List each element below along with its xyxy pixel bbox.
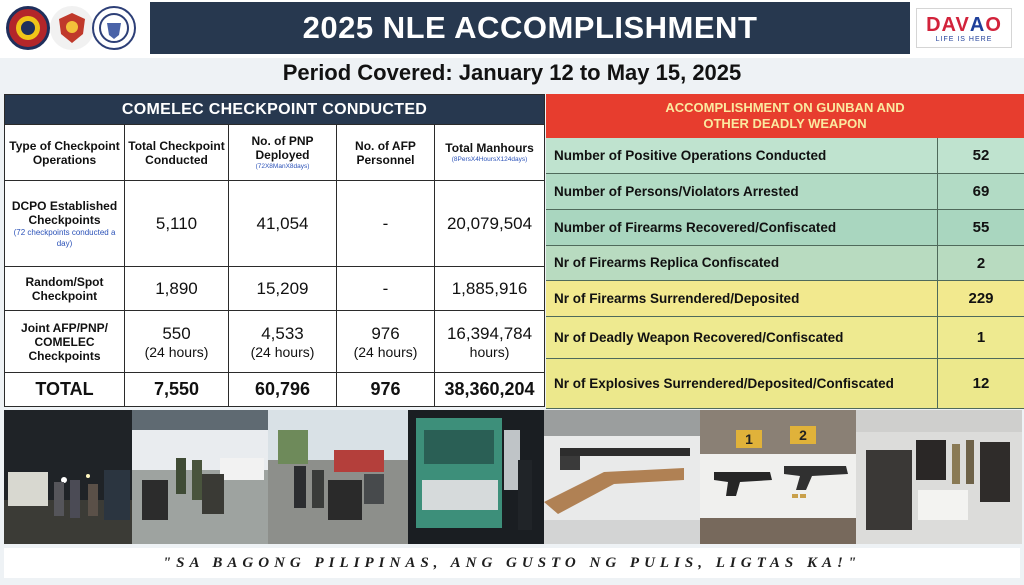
list-item <box>546 138 1024 174</box>
slogan-text: "SA BAGONG PILIPINAS, ANG GUSTO NG PULIS, LIGTAS KA!" <box>162 554 862 571</box>
header <box>0 0 1024 58</box>
item-label: Nr of Firearms Replica Confiscated <box>546 246 938 280</box>
column-header-manhours: Total Manhours (8PersX4HoursX124days) <box>435 125 545 181</box>
pnp-seal-logo <box>6 6 50 50</box>
item-label: Number of Positive Operations Conducted <box>546 138 938 173</box>
table-row <box>5 311 545 373</box>
cell-afp: - <box>337 267 435 311</box>
brand-wordmark: DAVAO <box>926 13 1002 36</box>
column-header-type: Type of Checkpoint Operations <box>5 125 125 181</box>
cell-total: 5,110 <box>125 181 229 267</box>
list-item <box>546 317 1024 359</box>
checkpoint-road-photo <box>132 410 268 544</box>
accomplishment-title <box>546 94 1024 138</box>
item-label: Number of Firearms Recovered/Confiscated <box>546 210 938 245</box>
list-item <box>546 174 1024 210</box>
cell-pnp: 15,209 <box>229 267 337 311</box>
item-value: 229 <box>968 290 994 307</box>
cell-afp: - <box>337 181 435 267</box>
total-pnp: 60,796 <box>229 373 337 407</box>
total-checkpoints: 7,550 <box>125 373 229 407</box>
total-label: TOTAL <box>5 373 125 407</box>
item-label: Nr of Explosives Surrendered/Deposited/Confiscated <box>546 359 938 408</box>
evidence-tag-1: 1 <box>745 431 753 447</box>
page-title: 2025 NLE ACCOMPLISHMENT <box>302 10 758 45</box>
item-label: Number of Persons/Violators Arrested <box>546 174 938 209</box>
column-header-afp: No. of AFP Personnel <box>337 125 435 181</box>
total-afp: 976 <box>337 373 435 407</box>
cell-afp: 976 (24 hours) <box>337 311 435 373</box>
evidence-tag-2: 2 <box>799 427 807 443</box>
cell-pnp: 41,054 <box>229 181 337 267</box>
column-header-pnp: No. of PNP Deployed (72X8ManX8days) <box>229 125 337 181</box>
row-label: DCPO Established Checkpoints (72 checkpoints conducted a day) <box>5 181 125 267</box>
item-value: 69 <box>972 183 990 200</box>
list-item <box>546 246 1024 281</box>
item-value: 2 <box>976 254 986 272</box>
total-manhours: 38,360,204 <box>435 373 545 407</box>
table-row <box>5 267 545 311</box>
cell-total: 1,890 <box>125 267 229 311</box>
davao-city-police-logo <box>92 6 136 50</box>
cell-pnp: 4,533 (24 hours) <box>229 311 337 373</box>
total-row <box>5 373 545 407</box>
truck-inspection-photo <box>408 410 544 544</box>
police-regional-office-logo <box>50 6 94 50</box>
checkpoint-table <box>4 94 545 407</box>
confiscated-explosives-photo <box>856 410 1022 544</box>
row-label: Joint AFP/PNP/ COMELEC Checkpoints <box>5 311 125 373</box>
cell-manhours: 1,885,916 <box>435 267 545 311</box>
list-item <box>546 210 1024 246</box>
item-value: 52 <box>972 147 990 164</box>
item-label: Nr of Firearms Surrendered/Deposited <box>546 281 938 316</box>
column-header-total: Total Checkpoint Conducted <box>125 125 229 181</box>
list-item <box>546 281 1024 317</box>
item-value: 12 <box>972 375 990 392</box>
row-label: Random/Spot Checkpoint <box>5 267 125 311</box>
confiscated-shotgun-photo <box>544 410 700 544</box>
item-value: 1 <box>976 329 986 346</box>
cell-total: 550 (24 hours) <box>125 311 229 373</box>
list-item <box>546 359 1024 409</box>
cell-manhours: 20,079,504 <box>435 181 545 267</box>
footer-slogan <box>4 548 1020 578</box>
accomplishment-title-line1: ACCOMPLISHMENT ON GUNBAN AND <box>665 100 905 115</box>
checkpoint-table-title: COMELEC CHECKPOINT CONDUCTED <box>5 95 545 125</box>
confiscated-revolvers-photo <box>700 410 856 544</box>
brand-tagline: LIFE IS HERE <box>935 35 993 43</box>
title-band <box>150 2 910 54</box>
checkpoint-night-photo <box>4 410 132 544</box>
item-value: 55 <box>972 219 990 236</box>
davao-brand-logo <box>916 8 1012 48</box>
accomplishment-list <box>546 138 1024 409</box>
cell-manhours: 16,394,784 hours) <box>435 311 545 373</box>
item-label: Nr of Deadly Weapon Recovered/Confiscated <box>546 317 938 358</box>
table-row <box>5 181 545 267</box>
photo-strip <box>0 410 1024 544</box>
accomplishment-title-line2: OTHER DEADLY WEAPON <box>703 116 867 131</box>
checkpoint-highway-photo <box>268 410 408 544</box>
period-covered: Period Covered: January 12 to May 15, 2025 <box>282 60 742 85</box>
